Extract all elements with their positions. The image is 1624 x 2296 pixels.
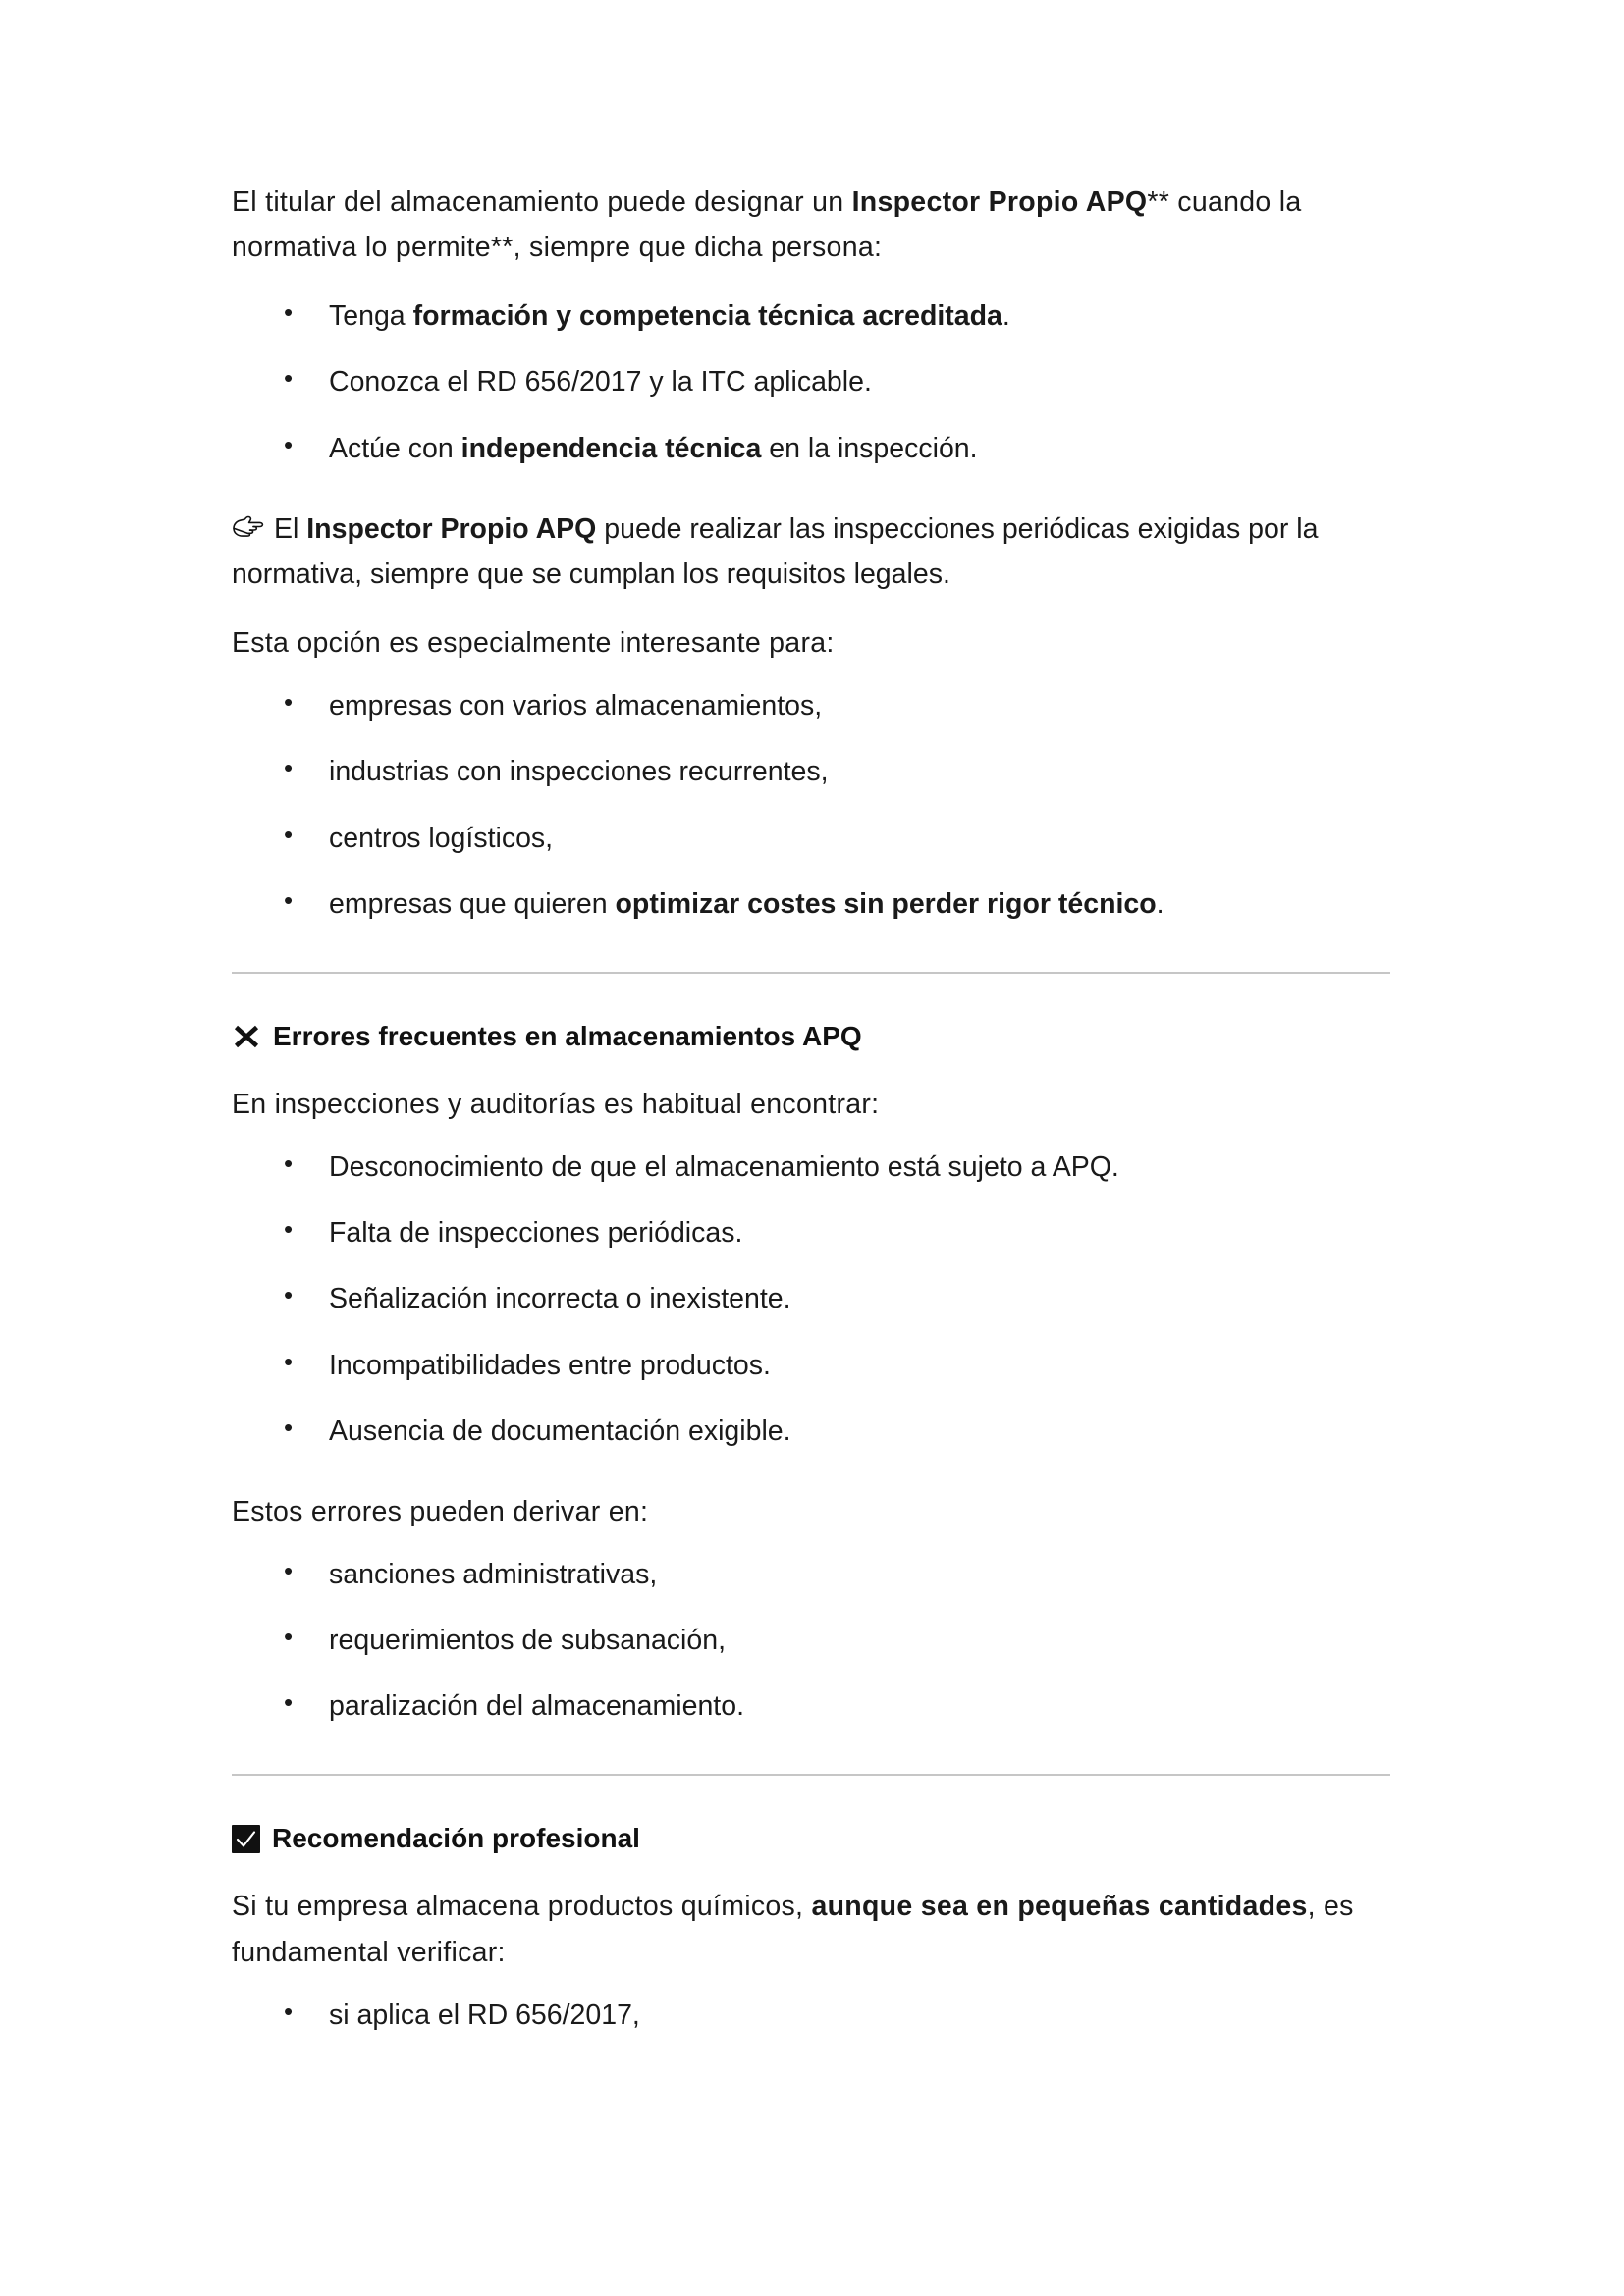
list-item-text-pre: Desconocimiento de que el almacenamiento está sujeto a APQ. bbox=[329, 1151, 1119, 1184]
intro-paragraph bbox=[232, 180, 1390, 270]
list-item bbox=[232, 426, 1392, 471]
hand-note-text-post: puede realizar las inspecciones periódicas exigidas por la normativa, siempre que se cumplan los requisitos legales. bbox=[232, 512, 1319, 590]
hand-note-paragraph bbox=[232, 507, 1390, 597]
recommendation-section-heading bbox=[232, 1823, 1392, 1854]
list-item-text-post: . bbox=[1001, 300, 1010, 333]
x-mark-icon bbox=[232, 1022, 261, 1051]
list-item-text-pre: empresas que quieren bbox=[329, 887, 616, 920]
pointing-hand-icon bbox=[232, 514, 265, 542]
list-item bbox=[232, 359, 1392, 404]
list-item bbox=[232, 1683, 1392, 1729]
list-item bbox=[232, 881, 1392, 927]
list-item-text-bold: formación y competencia técnica acreditada bbox=[412, 300, 1002, 333]
list-item-text-pre: si aplica el RD 656/2017, bbox=[329, 1999, 640, 2031]
list-item-text-post: . bbox=[1156, 887, 1164, 920]
list-item-text-pre: Incompatibilidades entre productos. bbox=[329, 1349, 771, 1381]
errors-list bbox=[232, 1145, 1392, 1454]
option-intro-paragraph: Esta opción es especialmente interesante para: bbox=[232, 627, 835, 660]
consequences-list bbox=[232, 1552, 1392, 1729]
recommendation-text-pre: Si tu empresa almacena productos químicos, bbox=[232, 1891, 812, 1923]
list-item bbox=[232, 1409, 1392, 1454]
list-item-text-pre: Señalización incorrecta o inexistente. bbox=[329, 1283, 791, 1315]
list-item bbox=[232, 1145, 1392, 1190]
consequences-intro-paragraph: Estos errores pueden derivar en: bbox=[232, 1495, 649, 1527]
intro-text-part-1: El titular del almacenamiento puede designar un bbox=[232, 187, 852, 218]
section-divider bbox=[232, 1774, 1390, 1776]
requirements-list bbox=[232, 294, 1392, 470]
option-list bbox=[232, 683, 1392, 927]
list-item bbox=[232, 816, 1392, 861]
list-item-text-pre: paralización del almacenamiento. bbox=[329, 1690, 744, 1723]
intro-text-part-2: ** cuando la normativa lo permite**, siempre que dicha persona: bbox=[232, 187, 1302, 264]
list-item bbox=[232, 294, 1392, 339]
list-item-text-pre: industrias con inspecciones recurrentes, bbox=[329, 756, 829, 788]
list-item-text-post: en la inspección. bbox=[761, 432, 978, 464]
list-item-text-pre: Actúe con bbox=[329, 432, 461, 464]
recommendation-intro-paragraph bbox=[232, 1884, 1390, 1974]
recommendation-text-post: , es fundamental verificar: bbox=[232, 1891, 1354, 1968]
list-item-text-pre: centros logísticos, bbox=[329, 822, 554, 854]
list-item-text-pre: empresas con varios almacenamientos, bbox=[329, 690, 823, 722]
recommendation-list bbox=[232, 1993, 1392, 2038]
list-item bbox=[232, 683, 1392, 728]
spacer bbox=[232, 1479, 1392, 1489]
hand-note-bold-term: Inspector Propio APQ bbox=[306, 512, 597, 545]
list-item-text-pre: sanciones administrativas, bbox=[329, 1558, 658, 1590]
list-item bbox=[232, 1993, 1392, 2038]
errors-section-title: Errores frecuentes en almacenamientos APQ bbox=[273, 1020, 862, 1051]
recommendation-bold-term: aunque sea en pequeñas cantidades bbox=[811, 1891, 1308, 1923]
list-item-text-pre: requerimientos de subsanación, bbox=[329, 1625, 726, 1657]
intro-bold-term: Inspector Propio APQ bbox=[851, 187, 1148, 218]
list-item bbox=[232, 1618, 1392, 1663]
list-item bbox=[232, 1343, 1392, 1388]
list-item-text-pre: Conozca el RD 656/2017 y la ITC aplicable. bbox=[329, 366, 872, 399]
list-item-text-pre: Tenga bbox=[329, 300, 413, 333]
list-item-text-bold: independencia técnica bbox=[460, 432, 762, 464]
list-item-text-bold: optimizar costes sin perder rigor técnico bbox=[615, 887, 1157, 920]
spacer bbox=[232, 497, 1392, 507]
checked-box-icon bbox=[232, 1825, 260, 1853]
list-item bbox=[232, 749, 1392, 794]
list-item bbox=[232, 1210, 1392, 1255]
list-item-text-pre: Ausencia de documentación exigible. bbox=[329, 1415, 791, 1447]
errors-intro-paragraph: En inspecciones y auditorías es habitual encontrar: bbox=[232, 1088, 880, 1120]
list-item-text-pre: Falta de inspecciones periódicas. bbox=[329, 1217, 743, 1250]
errors-section-heading bbox=[232, 1021, 1392, 1052]
list-item bbox=[232, 1276, 1392, 1321]
section-divider bbox=[232, 972, 1390, 974]
recommendation-section-title: Recomendación profesional bbox=[272, 1823, 640, 1854]
hand-note-text-pre: El bbox=[274, 512, 307, 545]
list-item bbox=[232, 1552, 1392, 1597]
